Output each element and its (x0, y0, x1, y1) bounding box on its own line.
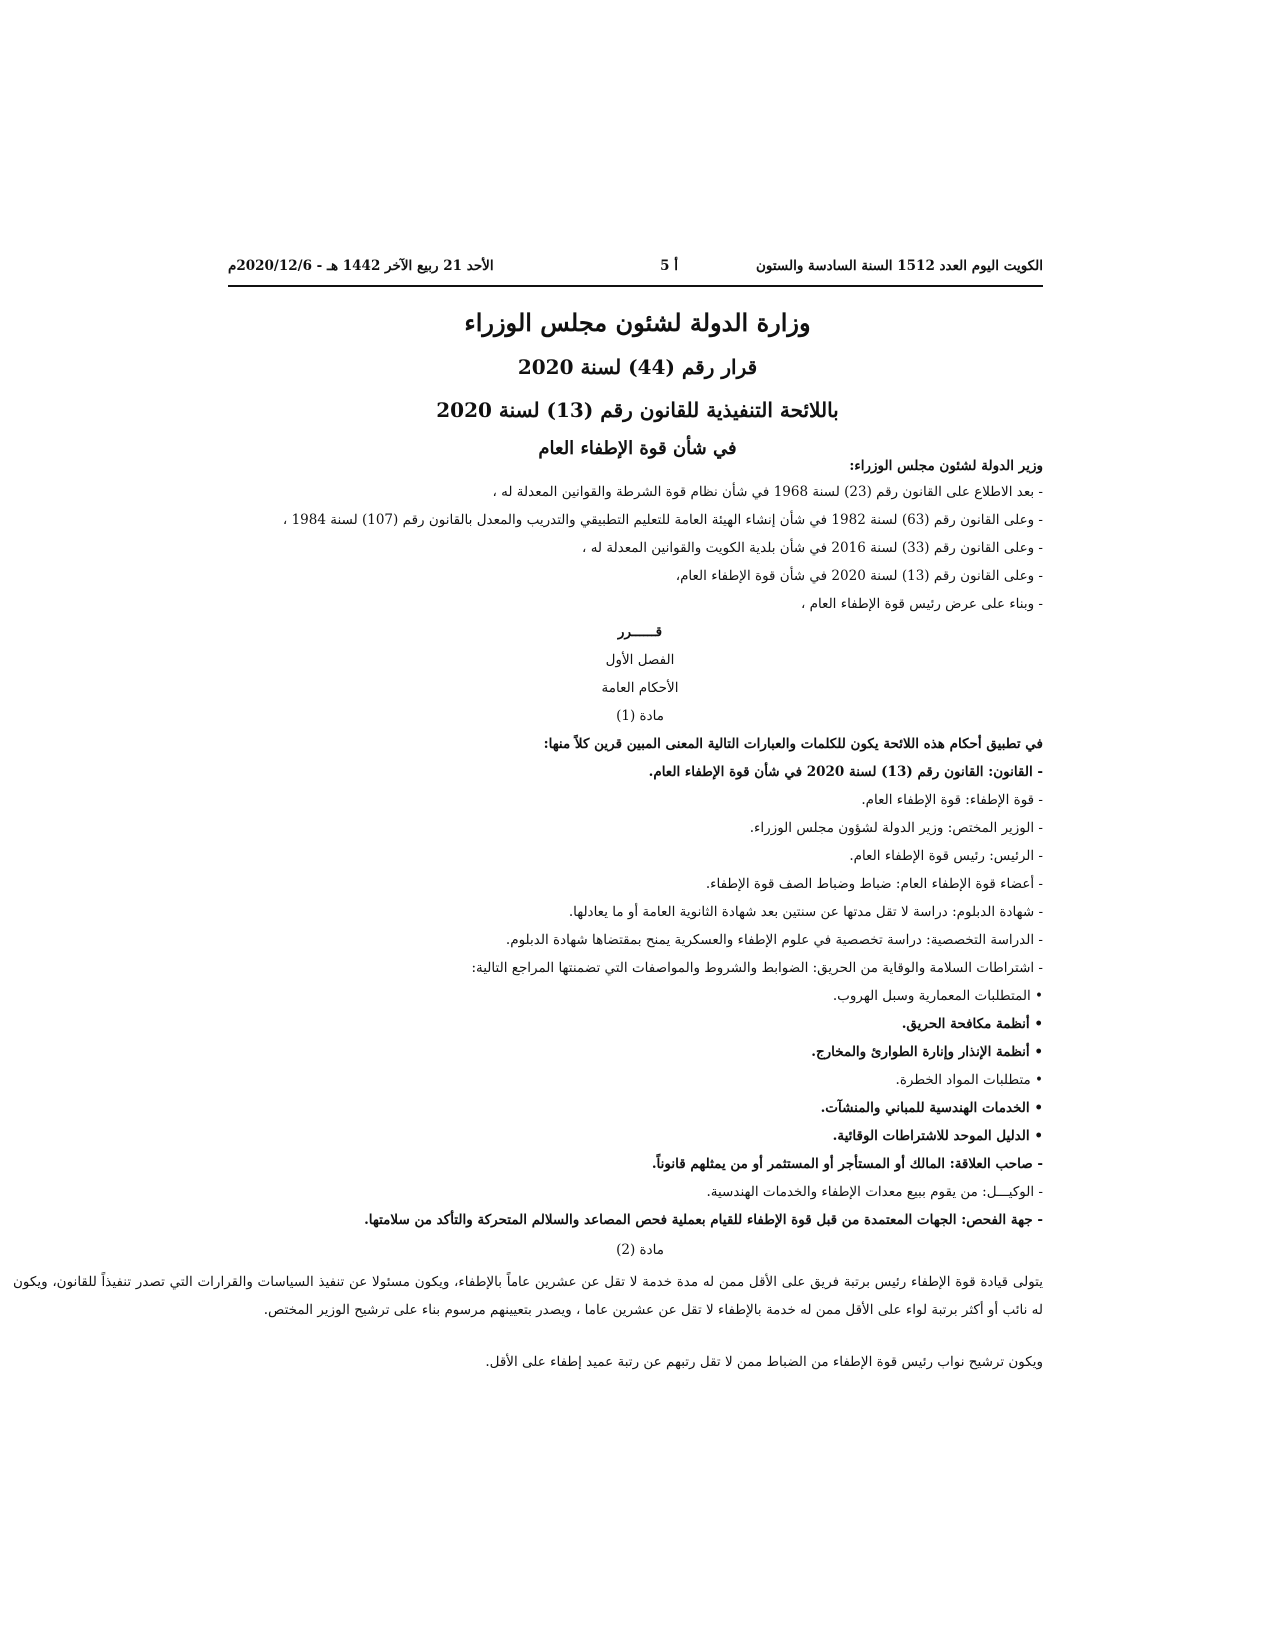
bullet-item: • متطلبات المواد الخطرة. (895, 1072, 1043, 1088)
header-issue: الكويت اليوم العدد 1512 السنة السادسة والستون (755, 258, 1043, 274)
article-2-last-line: ويكون ترشيح نواب رئيس قوة الإطفاء من الضباط ممن لا تقل رتبهم عن رتبة عميد إطفاء على الأقل. (485, 1354, 1043, 1370)
bullet-item: • الخدمات الهندسية للمباني والمنشآت. (820, 1100, 1043, 1116)
definition-item: - أعضاء قوة الإطفاء العام: ضباط وضباط الصف قوة الإطفاء. (705, 876, 1043, 892)
preamble-item: - وعلى القانون رقم (63) لسنة 1982 في شأن إنشاء الهيئة العامة للتعليم التطبيقي والتدريب والمعدل بالقانون رقم (107) لسنة 1984 ، (282, 512, 1043, 528)
header-rule (228, 285, 1043, 287)
bullet-item: • أنظمة مكافحة الحريق. (901, 1016, 1043, 1032)
preamble-item: - وعلى القانون رقم (13) لسنة 2020 في شأن قوة الإطفاء العام، (675, 568, 1043, 584)
gazette-header (228, 258, 1043, 284)
definition-item: - قوة الإطفاء: قوة الإطفاء العام. (861, 792, 1043, 808)
bullet-item: • المتطلبات المعمارية وسبل الهروب. (832, 988, 1043, 1004)
definition-item: - جهة الفحص: الجهات المعتمدة من قبل قوة الإطفاء للقيام بعملية فحص المصاعد والسلالم المتحركة والتأكد من سلامتها. (364, 1212, 1043, 1228)
decision-title: قرار رقم (44) لسنة 2020 (517, 355, 758, 379)
chapter-title: الأحكام العامة (601, 680, 679, 696)
definition-item: - الرئيس: رئيس قوة الإطفاء العام. (849, 848, 1043, 864)
header-page-number: أ 5 (660, 258, 678, 274)
ministry-title: وزارة الدولة لشئون مجلس الوزراء (464, 308, 811, 337)
definition-item: - الدراسة التخصصية: دراسة تخصصية في علوم الإطفاء والعسكرية يمنح بمقتضاها شهادة الدبلوم. (505, 932, 1043, 948)
article-1-heading: مادة (1) (616, 708, 664, 724)
preamble-item: - بعد الاطلاع على القانون رقم (23) لسنة 1968 في شأن نظام قوة الشرطة والقوانين المعدلة له ، (492, 484, 1043, 500)
definition-item: - صاحب العلاقة: المالك أو المستأجر أو المستثمر أو من يمثلهم قانوناً. (651, 1156, 1043, 1172)
decision-about: في شأن قوة الإطفاء العام (538, 438, 737, 459)
definition-item: - القانون: القانون رقم (13) لسنة 2020 في شأن قوة الإطفاء العام. (648, 764, 1043, 780)
chapter-heading: الفصل الأول (605, 652, 675, 668)
bullet-item: • أنظمة الإنذار وإنارة الطوارئ والمخارج. (811, 1044, 1043, 1060)
definition-item: - الوزير المختص: وزير الدولة لشؤون مجلس الوزراء. (749, 820, 1043, 836)
article-1-intro: في تطبيق أحكام هذه اللائحة يكون للكلمات والعبارات التالية المعنى المبين قرين كلاً منها: (543, 736, 1043, 752)
article-2-heading: مادة (2) (616, 1242, 664, 1258)
preamble-intro: وزير الدولة لشئون مجلس الوزراء: (849, 458, 1043, 474)
article-2-paragraph: يتولى قيادة قوة الإطفاء رئيس برتبة فريق على الأقل ممن له مدة خدمة لا تقل عن عشرين عاماً بالإطفاء، ويكون مسئولا عن تنفيذ السياسات والقرارات التي تصدر تنفيذاً للقانون، ويكون له نائب أو أكثر برتبة لواء على الأقل ممن له خدمة بالإطفاء لا تقل عن عشرين عاما ، ويصدر بتعيينهم مرسوم بناء على ترشيح الوزير المختص. (13, 1274, 1043, 1318)
definition-item: - الوكيـــل: من يقوم ببيع معدات الإطفاء والخدمات الهندسية. (706, 1184, 1043, 1200)
definition-item: - شهادة الدبلوم: دراسة لا تقل مدتها عن سنتين بعد شهادة الثانوية العامة أو ما يعادلها. (568, 904, 1043, 920)
definition-item: - اشتراطات السلامة والوقاية من الحريق: الضوابط والشروط والمواصفات التي تضمنتها المراجع التالية: (471, 960, 1043, 976)
header-date: الأحد 21 ربيع الآخر 1442 هـ - 2020/12/6م (228, 258, 494, 274)
preamble-item: - وعلى القانون رقم (33) لسنة 2016 في شأن بلدية الكويت والقوانين المعدلة له ، (582, 540, 1043, 556)
bullet-item: • الدليل الموحد للاشتراطات الوقائية. (832, 1128, 1043, 1144)
decision-subject: باللائحة التنفيذية للقانون رقم (13) لسنة 2020 (436, 398, 839, 422)
preamble-item: - وبناء على عرض رئيس قوة الإطفاء العام ، (800, 596, 1043, 612)
decided-heading: قــــــرر (617, 624, 663, 640)
